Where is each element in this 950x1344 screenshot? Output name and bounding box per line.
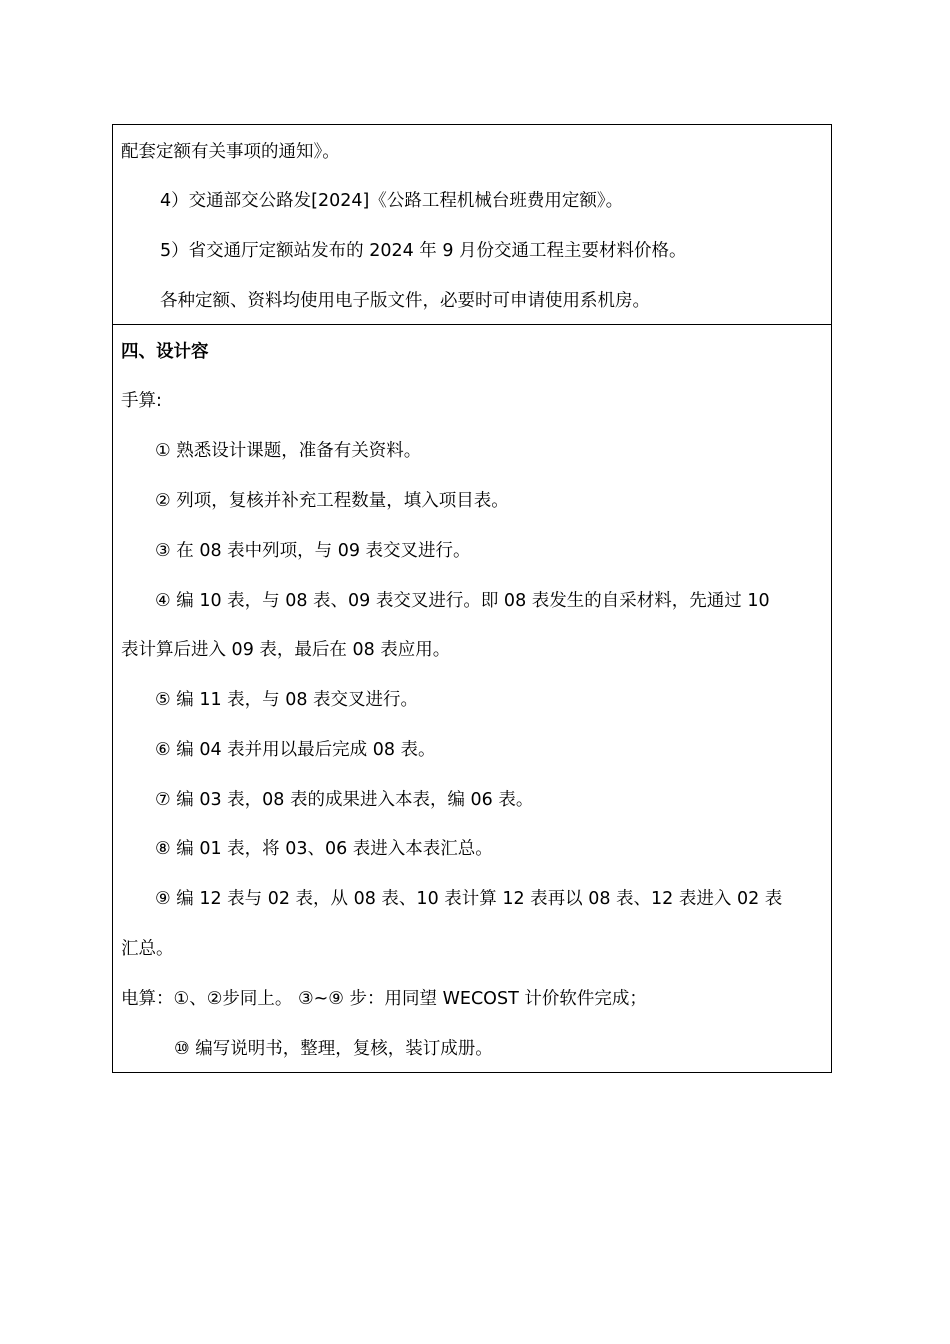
step-9-continuation: 汇总。 bbox=[121, 939, 174, 959]
step-6: ⑥ 编 04 表并用以最后完成 08 表。 bbox=[155, 740, 436, 760]
step-10: ⑩ 编写说明书，整理，复核，装订成册。 bbox=[174, 1039, 493, 1059]
step-4: ④ 编 10 表，与 08 表、09 表交叉进行。即 08 表发生的自采材料，先通过 10 bbox=[155, 591, 770, 611]
step-5: ⑤ 编 11 表，与 08 表交叉进行。 bbox=[155, 690, 419, 710]
step-4-continuation: 表计算后进入 09 表，最后在 08 表应用。 bbox=[121, 640, 451, 660]
manual-calc-label: 手算: bbox=[121, 391, 162, 411]
reference-line-5: 5）省交通厅定额站发布的 2024 年 9 月份交通工程主要材料价格。 bbox=[160, 241, 687, 261]
section-heading: 四、设计容 bbox=[121, 342, 209, 362]
step-3: ③ 在 08 表中列项，与 09 表交叉进行。 bbox=[155, 541, 471, 561]
electronic-calc-line: 电算：①、②步同上。 ③~⑨ 步：用同望 WECOST 计价软件完成； bbox=[121, 989, 647, 1009]
reference-line-4: 4）交通部交公路发[2024]《公路工程机械台班费用定额》。 bbox=[160, 191, 624, 211]
step-7: ⑦ 编 03 表，08 表的成果进入本表，编 06 表。 bbox=[155, 790, 534, 810]
step-1: ① 熟悉设计课题，准备有关资料。 bbox=[155, 441, 422, 461]
step-2: ② 列项，复核并补充工程数量，填入项目表。 bbox=[155, 491, 509, 511]
step-9: ⑨ 编 12 表与 02 表，从 08 表、10 表计算 12 表再以 08 表、12 表进入 02 表 bbox=[155, 889, 783, 909]
reference-line-continuation: 配套定额有关事项的通知》。 bbox=[121, 142, 340, 162]
reference-note: 各种定额、资料均使用电子版文件，必要时可申请使用系机房。 bbox=[160, 291, 650, 311]
step-8: ⑧ 编 01 表，将 03、06 表进入本表汇总。 bbox=[155, 839, 493, 859]
